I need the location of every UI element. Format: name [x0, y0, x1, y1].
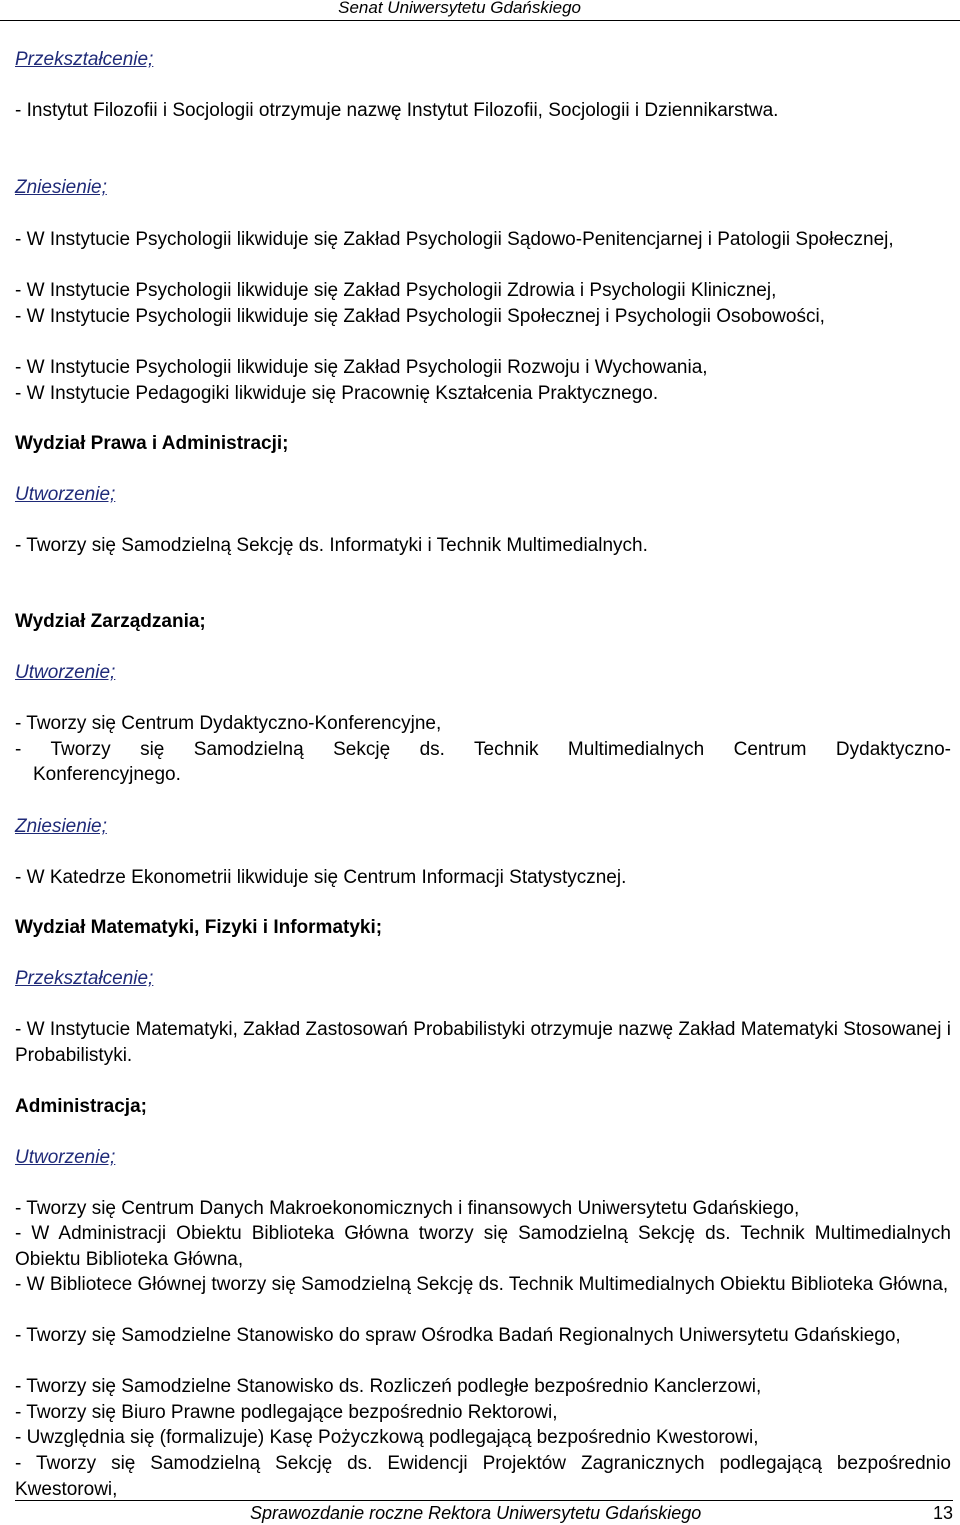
subheading-przeksztalcenie: Przekształcenie;: [15, 968, 154, 989]
section-heading-prawo: Wydział Prawa i Administracji;: [15, 433, 289, 454]
list-item: - W Bibliotece Głównej tworzy się Samodzielną Sekcję ds. Technik Multimedialnych Obiektu Biblioteka Główna,: [15, 1274, 949, 1295]
list-item-continuation: Konferencyjnego.: [33, 764, 181, 785]
list-item: - Tworzy się Samodzielną Sekcję ds. Informatyki i Technik Multimedialnych.: [15, 535, 648, 556]
running-footer: [15, 1500, 953, 1525]
list-item: - Tworzy się Biuro Prawne podlegające bezpośrednio Rektorowi,: [15, 1402, 558, 1423]
list-item: - W Instytucie Psychologii likwiduje się Zakład Psychologii Sądowo-Penitencjarnej i Patologii Społecznej,: [15, 229, 894, 250]
subheading-utworzenie: Utworzenie;: [15, 1147, 116, 1168]
subheading-utworzenie: Utworzenie;: [15, 662, 116, 683]
subheading-zniesienie: Zniesienie;: [15, 816, 107, 837]
list-item: - W Instytucie Psychologii likwiduje się Zakład Psychologii Społecznej i Psychologii Osobowości,: [15, 306, 825, 327]
subheading-utworzenie: Utworzenie;: [15, 484, 116, 505]
section-heading-matematyka: Wydział Matematyki, Fizyki i Informatyki;: [15, 917, 383, 938]
list-item: - W Administracji Obiektu Biblioteka Główna tworzy się Samodzielną Sekcję ds. Technik Multimedialnych Obiektu Biblioteka Główna,: [15, 1223, 951, 1270]
running-header: [0, 0, 960, 21]
list-item: - Uwzględnia się (formalizuje) Kasę Pożyczkową podlegającą bezpośrednio Kwestorowi,: [15, 1427, 759, 1448]
list-item: - Tworzy się Samodzielną Sekcję ds. Ewidencji Projektów Zagranicznych podlegającą bezpośrednio Kwestorowi,: [15, 1453, 951, 1500]
list-item: - Instytut Filozofii i Socjologii otrzymuje nazwę Instytut Filozofii, Socjologii i Dziennikarstwa.: [15, 100, 779, 121]
subheading-zniesienie: Zniesienie;: [15, 177, 107, 198]
footer-title: Sprawozdanie roczne Rektora Uniwersytetu Gdańskiego: [250, 1503, 702, 1523]
section-heading-administracja: Administracja;: [15, 1096, 147, 1117]
list-item: - Tworzy się Centrum Dydaktyczno-Konferencyjne,: [15, 713, 442, 734]
header-title: Senat Uniwersytetu Gdańskiego: [338, 0, 581, 17]
list-item: - Tworzy się Samodzielne Stanowisko ds. Rozliczeń podległe bezpośrednio Kanclerzowi,: [15, 1376, 762, 1397]
list-item: - W Instytucie Pedagogiki likwiduje się Pracownię Kształcenia Praktycznego.: [15, 383, 659, 404]
list-item: - W Instytucie Matematyki, Zakład Zastosowań Probabilistyki otrzymuje nazwę Zakład Matematyki Stosowanej i Probabilistyki.: [15, 1019, 951, 1066]
list-item: - W Instytucie Psychologii likwiduje się Zakład Psychologii Rozwoju i Wychowania,: [15, 357, 708, 378]
list-item: - W Katedrze Ekonometrii likwiduje się Centrum Informacji Statystycznej.: [15, 867, 627, 888]
list-item: - Tworzy się Samodzielną Sekcję ds. Technik Multimedialnych Centrum Dydaktyczno-: [15, 739, 951, 760]
section-heading-zarzadzanie: Wydział Zarządzania;: [15, 611, 206, 632]
list-item: - W Instytucie Psychologii likwiduje się Zakład Psychologii Zdrowia i Psychologii Klinicznej,: [15, 280, 777, 301]
list-item: - Tworzy się Centrum Danych Makroekonomicznych i finansowych Uniwersytetu Gdańskiego,: [15, 1198, 800, 1219]
list-item: - Tworzy się Samodzielne Stanowisko do spraw Ośrodka Badań Regionalnych Uniwersytetu Gdańskiego,: [15, 1325, 901, 1346]
page-number: 13: [932, 1503, 953, 1523]
subheading-przeksztalcenie: Przekształcenie;: [15, 49, 154, 70]
